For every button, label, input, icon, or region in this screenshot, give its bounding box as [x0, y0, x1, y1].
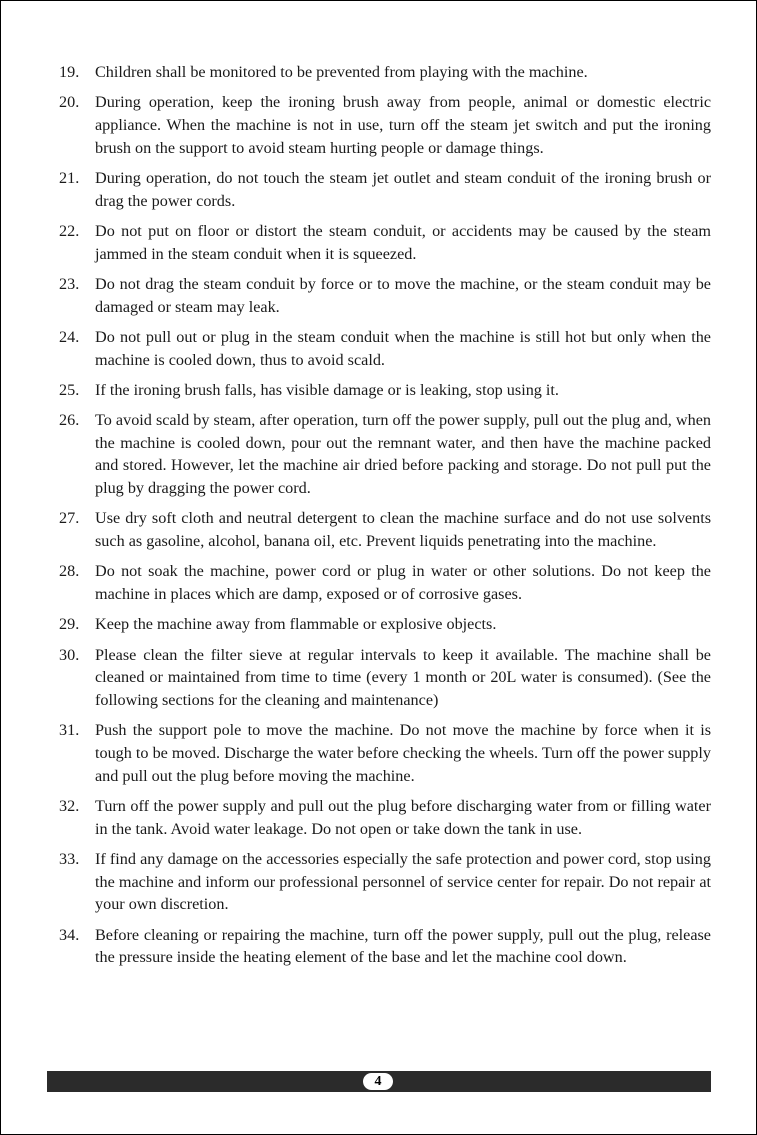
item-text: Do not put on floor or distort the steam conduit, or accidents may be caused by the steam jammed in the steam conduit when it is squeezed.	[95, 221, 711, 263]
item-number: 25.	[59, 380, 80, 399]
item-number: 29.	[59, 615, 80, 634]
item-number: 31.	[59, 721, 80, 740]
instruction-item	[59, 409, 711, 499]
item-text: Do not soak the machine, power cord or plug in water or other solutions. Do not keep the machine in places which are damp, exposed or of corrosive gases.	[95, 562, 711, 604]
item-text: If the ironing brush falls, has visible damage or is leaking, stop using it.	[95, 380, 559, 399]
item-number: 26.	[59, 411, 80, 430]
item-text: During operation, keep the ironing brush away from people, animal or domestic electric appliance. When the machine is not in use, turn off the steam jet switch and put the ironing brush on the support to avoid steam hurting people or damage things.	[95, 93, 711, 157]
item-text: Keep the machine away from flammable or explosive objects.	[95, 615, 497, 634]
instruction-item	[59, 220, 711, 265]
item-number: 22.	[59, 221, 80, 240]
instruction-item	[59, 273, 711, 318]
item-text: Push the support pole to move the machine. Do not move the machine by force when it is tough to be moved. Discharge the water before checking the wheels. Turn off the power supply and pull out the plug before moving the machine.	[95, 721, 711, 785]
safety-instructions	[59, 61, 711, 977]
item-text: Turn off the power supply and pull out the plug before discharging water from or filling water in the tank. Avoid water leakage. Do not open or take down the tank in use.	[95, 796, 711, 838]
item-number: 30.	[59, 645, 80, 664]
instruction-list	[59, 61, 711, 969]
item-number: 32.	[59, 796, 80, 815]
item-number: 28.	[59, 562, 80, 581]
item-text: Do not drag the steam conduit by force or to move the machine, or the steam conduit may be damaged or steam may leak.	[95, 274, 711, 316]
item-number: 19.	[59, 63, 80, 81]
page-number: 4	[363, 1073, 393, 1090]
instruction-item	[59, 61, 711, 84]
item-text: Before cleaning or repairing the machine, turn off the power supply, pull out the plug, release the pressure inside the heating element of the base and let the machine cool down.	[95, 925, 711, 967]
item-text: Use dry soft cloth and neutral detergent to clean the machine surface and do not use solvents such as gasoline, alcohol, banana oil, etc. Prevent liquids penetrating into the machine.	[95, 509, 711, 551]
instruction-item	[59, 719, 711, 787]
item-number: 21.	[59, 168, 80, 187]
instruction-item	[59, 379, 711, 402]
item-text: Please clean the filter sieve at regular intervals to keep it available. The machine shall be cleaned or maintained from time to time (every 1 month or 20L water is consumed). (See the following sections for the cleaning and maintenance)	[95, 645, 711, 710]
instruction-item	[59, 507, 711, 552]
item-number: 20.	[59, 93, 80, 112]
item-text: To avoid scald by steam, after operation, turn off the power supply, pull out the plug and, when the machine is cooled down, pour out the remnant water, and then have the machine packed and stored. However, let the machine air dried before packing and storage. Do not pull put the plug by dragging the power cord.	[95, 411, 711, 498]
instruction-item	[59, 795, 711, 840]
item-number: 27.	[59, 509, 80, 528]
instruction-item	[59, 924, 711, 969]
instruction-item	[59, 644, 711, 712]
item-number: 23.	[59, 274, 80, 293]
item-text: Do not pull out or plug in the steam conduit when the machine is still hot but only when the machine is cooled down, thus to avoid scald.	[95, 327, 711, 369]
instruction-item	[59, 167, 711, 212]
instruction-item	[59, 560, 711, 605]
item-text: During operation, do not touch the steam jet outlet and steam conduit of the ironing brush or drag the power cords.	[95, 168, 711, 210]
item-number: 33.	[59, 849, 80, 868]
item-text: If find any damage on the accessories especially the safe protection and power cord, stop using the machine and inform our professional personnel of service center for repair. Do not repair at your own discretion.	[95, 849, 711, 914]
instruction-item	[59, 848, 711, 916]
item-number: 34.	[59, 925, 80, 944]
item-text: Children shall be monitored to be prevented from playing with the machine.	[95, 63, 588, 81]
instruction-item	[59, 613, 711, 636]
instruction-item	[59, 91, 711, 159]
instruction-item	[59, 326, 711, 371]
item-number: 24.	[59, 327, 80, 346]
